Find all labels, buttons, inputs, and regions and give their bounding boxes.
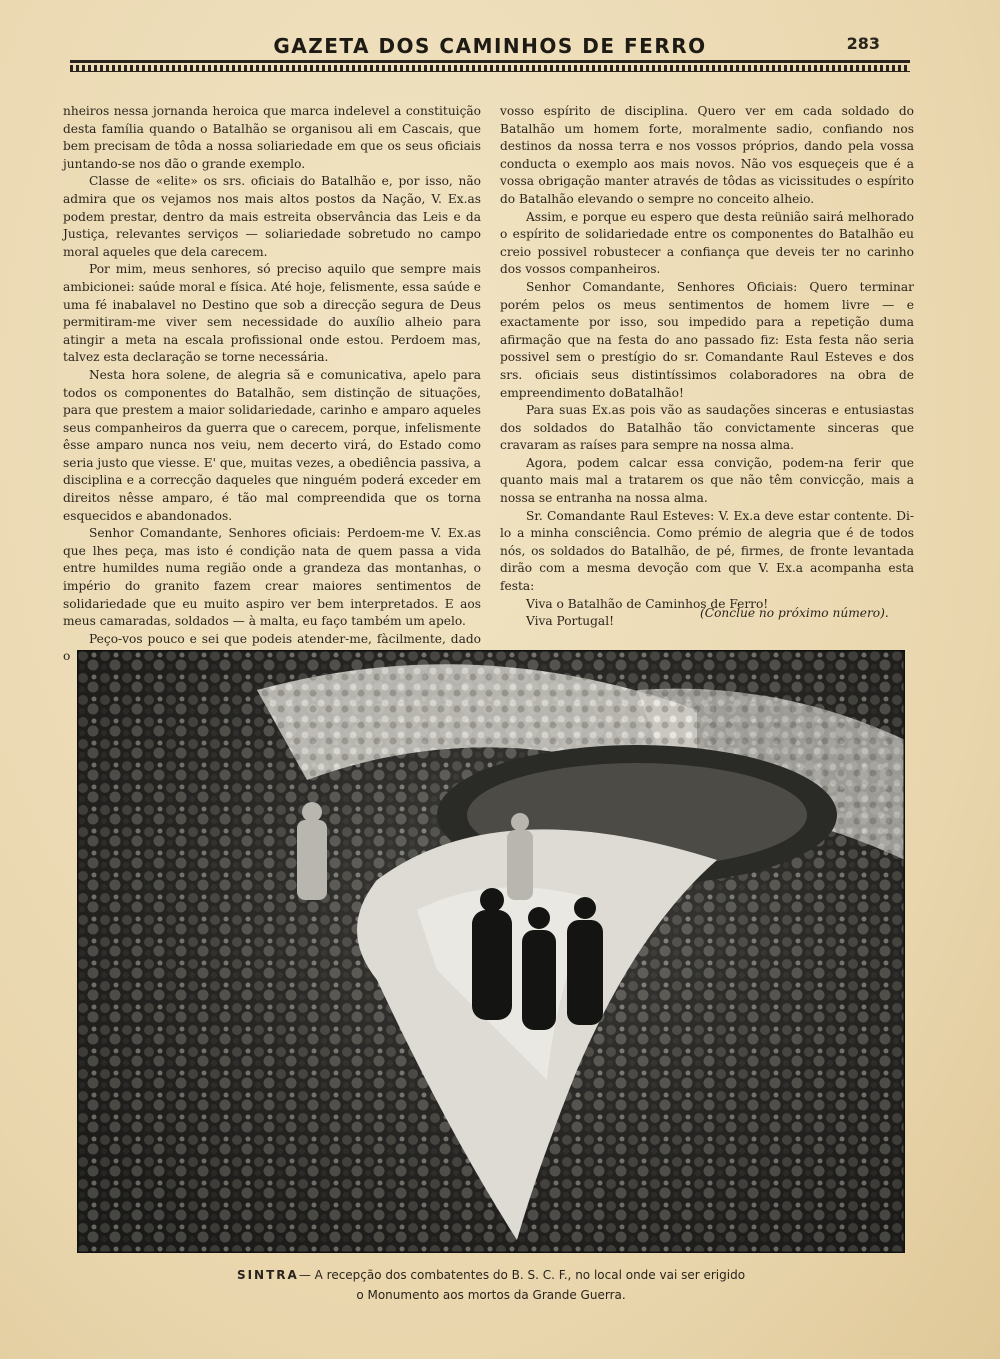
viva-line: Viva Portugal! <box>526 614 614 629</box>
caption-text: — A recepção dos combatentes do B. S. C. F., no local onde vai ser erigido <box>298 1268 746 1282</box>
paragraph: Senhor Comandante, Senhores Oficiais: Quero terminar porém pelos os meus sentimentos de homem livre — e exactamente por isso, sou impedido para a repetição duma afirmação que na festa do ano passado fiz: Esta festa não seria possivel sem o prestígio do sr. Comandante Raul Esteves e dos srs. oficiais seus distintíssimos colaboradores na obra de empreendimento doBatalhão! <box>500 279 914 400</box>
paragraph: Peço-vos pouco e sei que podeis atender-me, fàcilmente, dado o <box>63 631 481 664</box>
paragraph: Classe de «elite» os srs. oficiais do Batalhão e, por isso, não admira que os vejamos nos mais altos postos da Nação, V. Ex.as podem prestar, dentro da mais estreita observância das Leis e da Justiça, relevantes serviços — soliariedade sobretudo no campo moral aqueles que dela carecem. <box>63 174 481 259</box>
paragraph: vosso espírito de disciplina. Quero ver em cada soldado do Batalhão um homem forte, moralmente sadio, confiando nos destinos da nossa terra e nos vossos próprios, dando pela vossa conducta o exemplo aos mais novos. Não vos esqueçeis que é a vossa obrigação manter através de tôdas as vicissitudes o espírito do Batalhão elevando o sempre no conceito alheio. <box>500 104 914 206</box>
paragraph: nheiros nessa jornanda heroica que marca indelevel a constituição desta família quando o Batalhão se organisou ali em Cascais, que bem precisam de tôda a nossa soliariedade em que os seus oficiais juntando-se nos dão o grande exemplo. <box>63 104 481 171</box>
page-header <box>70 30 910 74</box>
paragraph: Assim, e porque eu espero que desta reünião sairá melhorado o espírito de solidariedade entre os componentes do Batalhão eu creio possivel robustecer a confiança que deveis ter no carinho dos vossos companheiros. <box>500 209 914 277</box>
paragraph: Por mim, meus senhores, só preciso aquilo que sempre mais ambicionei: saúde moral e física. Até hoje, felismente, essa saúde e uma fé inabalavel no Destino que sob a direcção segura de Deus permitiram-me viver sem necessidade do auxílio alheio para atingir a meta na escala profissional onde estou. Perdoem mas, talvez esta declaração se torne necessária. <box>63 262 481 365</box>
viva-line: Viva o Batalhão de Caminhos de Ferro! <box>526 596 769 611</box>
paragraph: Nesta hora solene, de alegria sã e comunicativa, apelo para todos os componentes do Batalhão, sem distinção de situações, para que prestem a maior solidariedade, carinho e amparo aqueles seus companheiros da guerra que o carecem, porque, infelismente êsse amparo nunca nos veiu, nem decerto virá, do Estado como seria justo que viesse. E' que, muitas vezes, a obediência passiva, a disciplina e a correcção daqueles que ninguém poderá exceder em direitos nêsse amparo, é tão mal compreendida que os torna esquecidos e abandonados. <box>63 367 481 523</box>
continuation-note: (Conclue no próximo número). <box>700 606 889 620</box>
paragraph: Agora, podem calcar essa convição, podem-na ferir que quanto mais mal a tratarem os que não têm convicção, mais a nossa se entranha na nossa alma. <box>500 455 914 506</box>
crowd-photograph <box>77 650 905 1253</box>
photo-caption-line-1 <box>77 1265 905 1285</box>
header-rule <box>70 60 910 63</box>
paragraph: Sr. Comandante Raul Esteves: V. Ex.a deve estar contente. Di-lo a minha consciência. Como prémio de alegria que é de todos nós, os soldados do Batalhão, de pé, firmes, de fronte levantada dirão com a mesma devoção com que V. Ex.a acompanha esta festa: <box>500 508 914 594</box>
paragraph: Senhor Comandante, Senhores oficiais: Perdoem-me V. Ex.as que lhes peça, mas isto é condição nata de quem passa a vida entre humildes numa região onde a grandeza das montanhas, o império do granito fazem crear maiores sentimentos de solidariedade que eu muito aspiro ver bem interpretados. E aos meus camaradas, soldados — à malta, eu faço também um apelo. <box>63 526 481 629</box>
right-column <box>500 103 914 631</box>
photo-caption-line-2: o Monumento aos mortos da Grande Guerra. <box>356 1288 626 1302</box>
page-number: 283 <box>846 34 880 53</box>
header-hatched-rule <box>70 65 910 72</box>
paragraph: Para suas Ex.as pois vão as saudações sinceras e entusiastas dos soldados do Batalhão tão convictamente sinceras que cravaram as raíses para sempre na nossa alma. <box>500 403 914 453</box>
left-column <box>63 103 481 666</box>
photo-illustration <box>77 650 905 1253</box>
publication-title: GAZETA DOS CAMINHOS DE FERRO <box>273 34 707 58</box>
caption-place: SINTRA <box>236 1268 299 1282</box>
